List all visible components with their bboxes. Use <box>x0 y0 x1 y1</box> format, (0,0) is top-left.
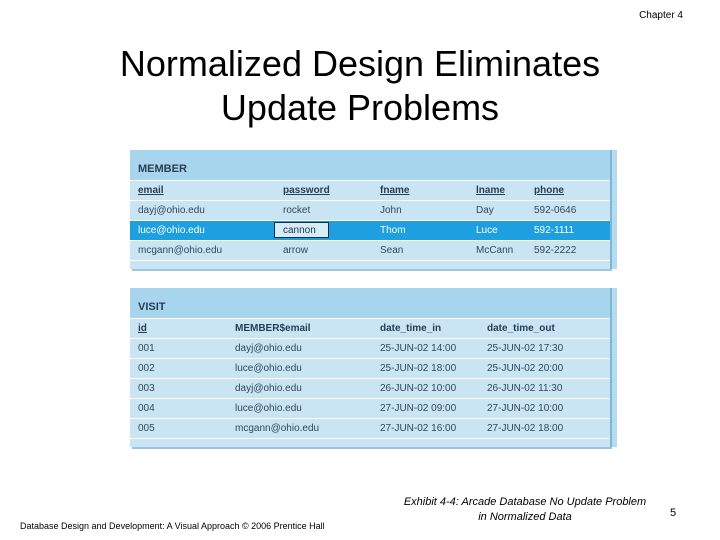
cell-member-email: dayj@ohio.edu <box>235 343 302 354</box>
column-header-fname: fname <box>380 185 410 196</box>
table-name: VISIT <box>130 288 610 318</box>
table-row <box>130 358 610 378</box>
cell-email: mcgann@ohio.edu <box>138 245 223 256</box>
table-bottom-padding <box>130 438 610 447</box>
cell-date-time-in: 27-JUN-02 16:00 <box>380 423 457 434</box>
cell-phone: 592-2222 <box>534 245 577 256</box>
column-header-lname: lname <box>476 185 505 196</box>
cell-id: 002 <box>138 363 155 374</box>
cell-fname: John <box>380 205 402 216</box>
chapter-label: Chapter 4 <box>639 10 683 21</box>
cell-date-time-out: 27-JUN-02 10:00 <box>487 403 564 414</box>
cell-id: 001 <box>138 343 155 354</box>
slide-title <box>0 42 720 130</box>
column-header-id: id <box>138 323 147 334</box>
cell-date-time-out: 25-JUN-02 17:30 <box>487 343 564 354</box>
table-row <box>130 200 610 220</box>
column-header-date-time-out: date_time_out <box>487 323 555 334</box>
cell-id: 003 <box>138 383 155 394</box>
cell-email: dayj@ohio.edu <box>138 205 205 216</box>
cell-date-time-in: 26-JUN-02 10:00 <box>380 383 457 394</box>
cell-date-time-in: 25-JUN-02 18:00 <box>380 363 457 374</box>
cell-member-email: dayj@ohio.edu <box>235 383 302 394</box>
visit-table <box>130 288 610 447</box>
cell-password: cannon <box>283 225 316 236</box>
member-table <box>130 150 610 269</box>
table-edge-line <box>610 150 612 269</box>
page-number: 5 <box>670 507 677 519</box>
table-row <box>130 418 610 438</box>
caption-line-2: in Normalized Data <box>478 511 572 523</box>
cell-phone: 592-1111 <box>534 225 575 236</box>
cell-fname: Thom <box>380 225 406 236</box>
title-line-2: Update Problems <box>220 87 500 128</box>
column-header-row <box>130 180 610 200</box>
column-header-member-email: MEMBER$email <box>235 323 311 334</box>
table-row <box>130 378 610 398</box>
cell-date-time-in: 25-JUN-02 14:00 <box>380 343 457 354</box>
table-row-highlighted <box>130 220 610 240</box>
table-edge-line <box>610 288 612 447</box>
cell-member-email: luce@ohio.edu <box>235 403 302 414</box>
cell-password: arrow <box>283 245 309 256</box>
cell-date-time-out: 26-JUN-02 11:30 <box>487 383 563 394</box>
cell-password: rocket <box>283 205 311 216</box>
footer-copyright: Database Design and Development: A Visual Approach © 2006 Prentice Hall <box>20 521 325 531</box>
column-header-date-time-in: date_time_in <box>380 323 442 334</box>
cell-member-email: luce@ohio.edu <box>235 363 302 374</box>
cell-id: 005 <box>138 423 155 434</box>
table-bottom-padding <box>130 260 610 269</box>
cell-email: luce@ohio.edu <box>138 225 205 236</box>
cell-lname: Luce <box>476 225 498 236</box>
cell-date-time-in: 27-JUN-02 09:00 <box>380 403 457 414</box>
table-row <box>130 338 610 358</box>
cell-id: 004 <box>138 403 155 414</box>
title-line-1: Normalized Design Eliminates <box>119 43 601 84</box>
cell-date-time-out: 27-JUN-02 18:00 <box>487 423 564 434</box>
cell-lname: McCann <box>476 245 514 256</box>
column-header-row <box>130 318 610 338</box>
cell-date-time-out: 25-JUN-02 20:00 <box>487 363 564 374</box>
table-row <box>130 398 610 418</box>
cell-fname: Sean <box>380 245 404 256</box>
column-header-phone: phone <box>534 185 564 196</box>
table-name: MEMBER <box>130 150 610 180</box>
column-header-email: email <box>138 185 164 196</box>
cell-phone: 592-0646 <box>534 205 577 216</box>
cell-lname: Day <box>476 205 494 216</box>
table-row <box>130 240 610 260</box>
cell-member-email: mcgann@ohio.edu <box>235 423 320 434</box>
column-header-password: password <box>283 185 330 196</box>
caption-line-1: Exhibit 4-4: Arcade Database No Update Problem <box>403 496 647 508</box>
exhibit-caption <box>380 495 670 525</box>
